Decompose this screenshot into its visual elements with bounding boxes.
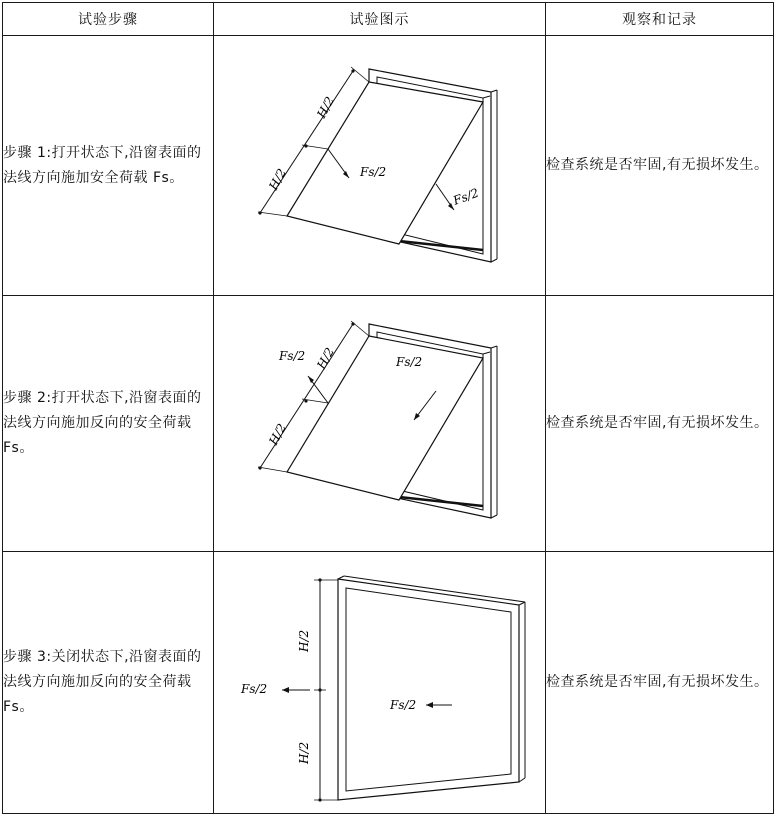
diagram-step-3 [214, 552, 546, 814]
dimension-label-top: H/2 [297, 629, 311, 652]
test-procedure-table [2, 2, 774, 814]
force-label-b: Fs/2 [396, 355, 423, 369]
force-label-b: Fs/2 [390, 698, 417, 712]
open-window-reverse-diagram [214, 296, 546, 551]
dimension-label-bottom: H/2 [266, 421, 290, 448]
header-row [3, 3, 774, 36]
dimension-label-bottom: H/2 [297, 741, 311, 764]
step-3-text: 步骤 3:关闭状态下,沿窗表面的法线方向施加反向的安全荷载 Fs。 [3, 552, 214, 814]
force-label-b: Fs/2 [451, 185, 481, 208]
dimension-label-bottom: H/2 [266, 166, 290, 193]
force-label-a: Fs/2 [360, 165, 387, 179]
observation-3-text: 检查系统是否牢固,有无损坏发生。 [546, 552, 774, 814]
open-window-diagram [214, 36, 546, 295]
diagram-step-2 [214, 296, 546, 552]
table-row [3, 36, 774, 296]
step-2-text: 步骤 2:打开状态下,沿窗表面的法线方向施加反向的安全荷载 Fs。 [3, 296, 214, 552]
force-label-a: Fs/2 [241, 682, 268, 696]
header-observation: 观察和记录 [546, 3, 774, 36]
table-row [3, 552, 774, 814]
header-test-diagram: 试验图示 [214, 3, 546, 36]
closed-window-diagram [214, 552, 546, 813]
table-row [3, 296, 774, 552]
force-label-a: Fs/2 [279, 349, 306, 363]
header-test-steps: 试验步骤 [3, 3, 214, 36]
observation-2-text: 检查系统是否牢固,有无损坏发生。 [546, 296, 774, 552]
observation-1-text: 检查系统是否牢固,有无损坏发生。 [546, 36, 774, 296]
diagram-step-1 [214, 36, 546, 296]
step-1-text: 步骤 1:打开状态下,沿窗表面的法线方向施加安全荷载 Fs。 [3, 36, 214, 296]
dimension-label-top: H/2 [314, 94, 338, 121]
dimension-label-top: H/2 [314, 345, 338, 372]
